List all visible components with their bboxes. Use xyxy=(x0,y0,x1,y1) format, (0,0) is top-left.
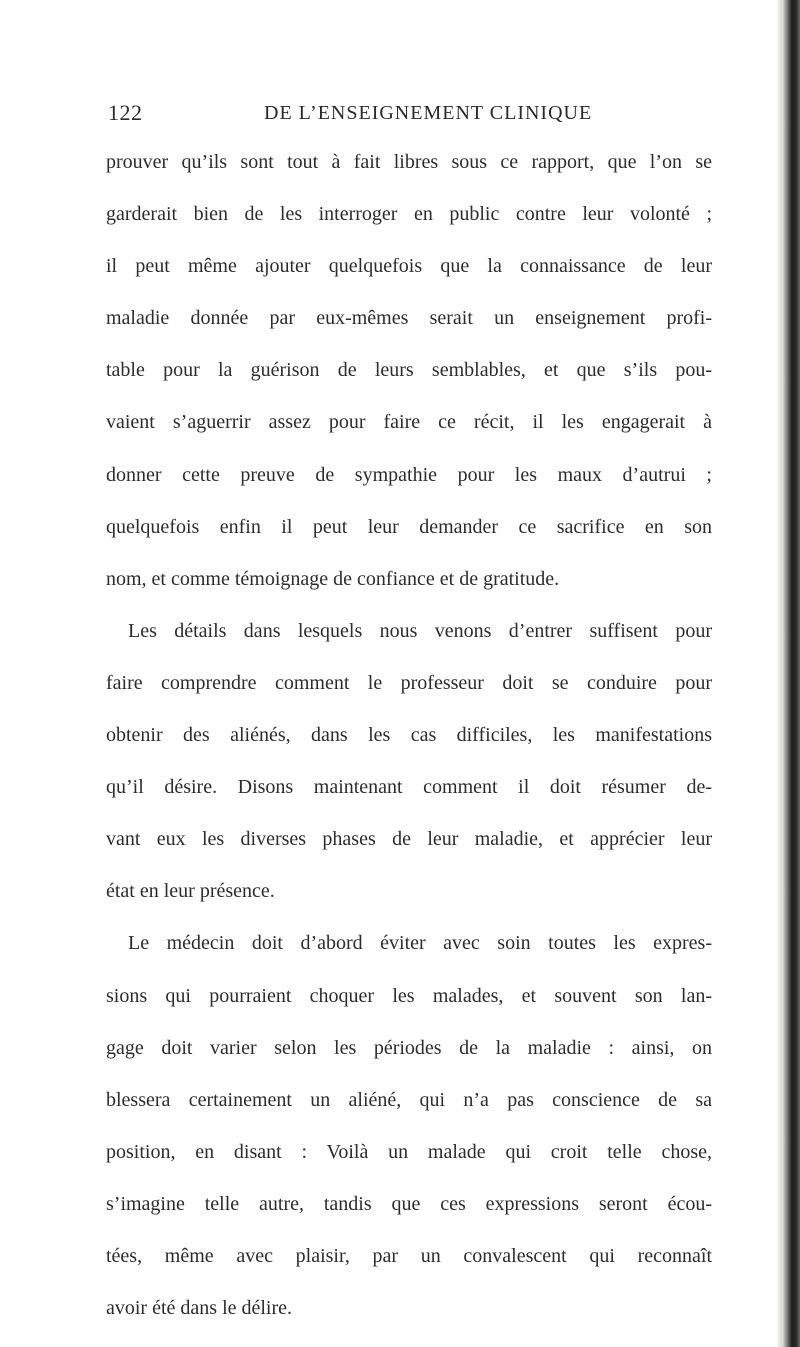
page-header xyxy=(108,100,728,134)
text-line: vant eux les diverses phases de leur maladie, et apprécier leur xyxy=(106,828,712,851)
book-binding xyxy=(782,0,800,1347)
text-line: s’imagine telle autre, tandis que ces expressions seront écou- xyxy=(106,1192,712,1215)
text-line: état en leur présence. xyxy=(106,880,275,903)
text-line: position, en disant : Voilà un malade qui croit telle chose, xyxy=(106,1140,712,1163)
text-line: Les détails dans lesquels nous venons d’entrer suffisent pour xyxy=(128,619,712,642)
text-line: gage doit varier selon les périodes de la maladie : ainsi, on xyxy=(106,1036,712,1059)
text-line: sions qui pourraient choquer les malades, et souvent son lan- xyxy=(106,984,712,1007)
text-line: faire comprendre comment le professeur doit se conduire pour xyxy=(106,671,712,694)
body-text xyxy=(106,136,712,1334)
page-number: 122 xyxy=(108,100,143,125)
text-line: obtenir des aliénés, dans les cas difficiles, les manifestations xyxy=(106,724,712,747)
text-line: avoir été dans le délire. xyxy=(106,1297,293,1320)
text-line: blessera certainement un aliéné, qui n’a pas conscience de sa xyxy=(106,1088,712,1111)
text-line: prouver qu’ils sont tout à fait libres sous ce rapport, que l’on se xyxy=(106,151,712,173)
text-line: maladie donnée par eux-mêmes serait un enseignement profi- xyxy=(106,307,712,330)
running-head: DE L’ENSEIGNEMENT CLINIQUE xyxy=(264,102,593,124)
text-line: qu’il désire. Disons maintenant comment il doit résumer de- xyxy=(106,776,712,799)
text-line: garderait bien de les interroger en public contre leur volonté ; xyxy=(106,203,712,226)
text-line: Le médecin doit d’abord éviter avec soin toutes les expres- xyxy=(128,932,712,955)
text-line: quelquefois enfin il peut leur demander ce sacrifice en son xyxy=(106,515,712,538)
text-line: tées, même avec plaisir, par un convalescent qui reconnaît xyxy=(106,1244,712,1267)
text-line: il peut même ajouter quelquefois que la connaissance de leur xyxy=(106,255,712,278)
text-line: vaient s’aguerrir assez pour faire ce récit, il les engagerait à xyxy=(106,411,712,434)
text-line: donner cette preuve de sympathie pour les maux d’autrui ; xyxy=(106,463,712,486)
text-line: table pour la guérison de leurs semblables, et que s’ils pou- xyxy=(106,359,712,382)
text-line: nom, et comme témoignage de confiance et de gratitude. xyxy=(106,567,560,590)
